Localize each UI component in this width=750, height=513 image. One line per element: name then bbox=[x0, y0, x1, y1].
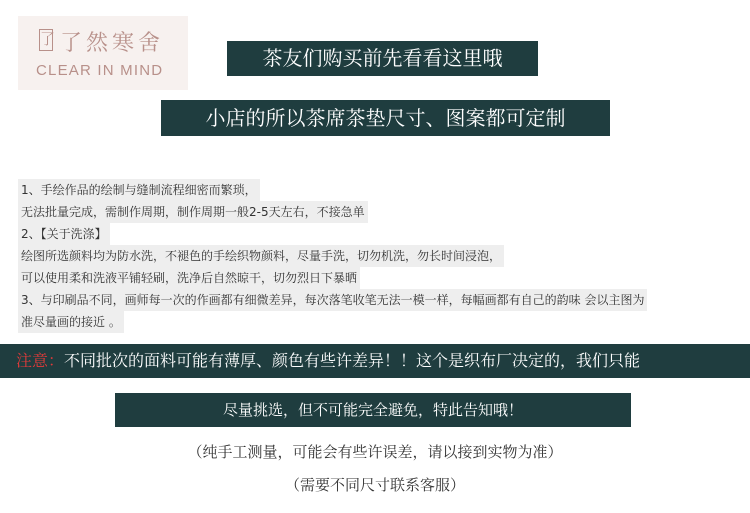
custom-size-banner: 小店的所以茶席茶垫尺寸、图案都可定制 bbox=[161, 100, 610, 136]
attention-label: 注意： bbox=[16, 351, 65, 370]
attention-text: 不同批次的面料可能有薄厚、颜色有些许差异！！这个是织布厂决定的，我们只能 bbox=[64, 351, 641, 370]
bottom-banner: 尽量挑选，但不可能完全避免，特此告知哦！ bbox=[115, 393, 631, 427]
note-line: 2、【关于洗涤】 bbox=[18, 223, 110, 245]
logo-mark-icon: 了 bbox=[39, 29, 53, 51]
note-line: 无法批量完成，需制作周期，制作周期一般2-5天左右，不接急单 bbox=[18, 201, 368, 223]
notes-block bbox=[18, 179, 738, 333]
note-line: 可以使用柔和洗液平铺轻刷，洗净后自然晾干，切勿烈日下暴晒 bbox=[18, 267, 360, 289]
note-line: 准尽量画的接近 。 bbox=[18, 311, 124, 333]
attention-bar bbox=[0, 344, 750, 378]
logo-english-name: CLEAR IN MIND bbox=[36, 62, 164, 79]
note-line: 绘图所选颜料均为防水洗，不褪色的手绘织物颜料，尽量手洗，切勿机洗，勿长时间浸泡， bbox=[18, 245, 504, 267]
note-line: 1、手绘作品的绘制与缝制流程细密而繁琐， bbox=[18, 179, 260, 201]
logo-chinese-name: 了然寒舍 bbox=[60, 31, 165, 56]
top-banner: 茶友们购买前先看看这里哦 bbox=[227, 41, 538, 76]
brand-logo bbox=[18, 16, 188, 90]
measurement-remark: （纯手工测量，可能会有些许误差，请以接到实物为准） bbox=[187, 443, 563, 461]
contact-remark: （需要不同尺寸联系客服） bbox=[284, 476, 465, 494]
note-line: 3、与印刷品不同，画师每一次的作画都有细微差异，每次落笔收笔无法一模一样，每幅画都有自己的韵味 会以主图为 bbox=[18, 289, 647, 311]
